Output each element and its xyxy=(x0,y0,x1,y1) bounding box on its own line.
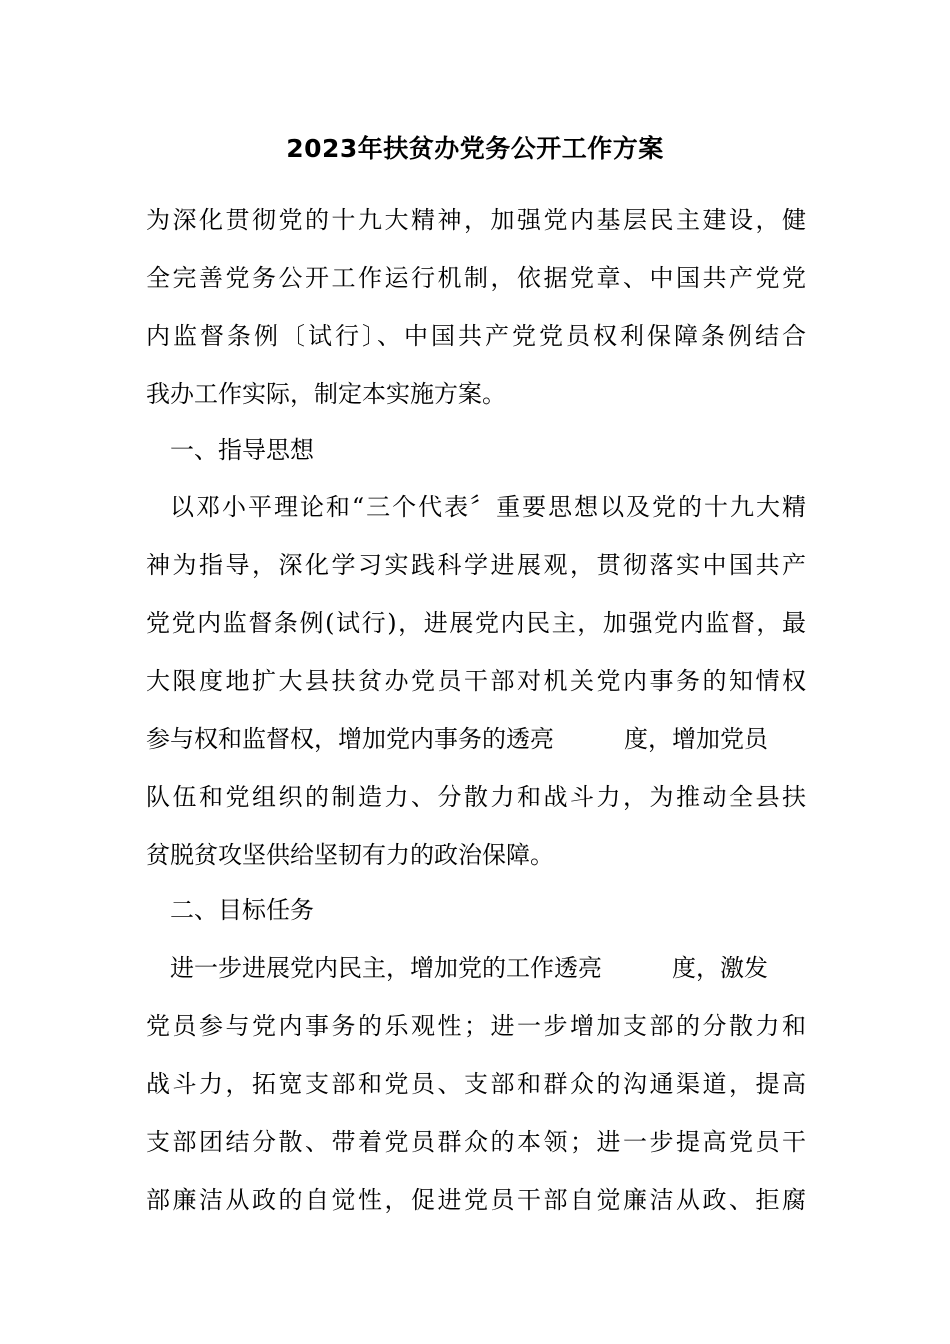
line-part: 参与权和监督权，增加党内事务的透亮 xyxy=(146,725,554,753)
paragraph-line: 贫脱贫攻坚供给坚韧有力的政治保障。 xyxy=(146,841,554,869)
line-part: 进一步进展党内民主，增加党的工作透亮 xyxy=(170,954,602,982)
paragraph-line: 为深化贯彻党的十九大精神，加强党内基层民主建设，健 xyxy=(146,206,806,234)
paragraph-line: 支部团结分散、带着党员群众的本领；进一步提高党员干 xyxy=(146,1128,806,1156)
paragraph-line: 我办工作实际，制定本实施方案。 xyxy=(146,380,506,408)
paragraph-line: 队伍和党组织的制造力、分散力和战斗力，为推动全县扶 xyxy=(146,783,806,811)
section-heading: 二、目标任务 xyxy=(170,896,314,924)
line-part: 度，增加党员 xyxy=(624,725,768,753)
paragraph-line: 内监督条例〔试行〕、中国共产党党员权利保障条例结合 xyxy=(146,322,806,350)
paragraph-line: 神为指导，深化学习实践科学进展观，贯彻落实中国共产 xyxy=(146,551,806,579)
line-part: 度，激发 xyxy=(672,954,768,982)
paragraph-line xyxy=(170,950,806,986)
paragraph-line: 以邓小平理论和“三个代表〞重要思想以及党的十九大精 xyxy=(170,493,806,521)
paragraph-line xyxy=(146,721,806,757)
paragraph-line: 大限度地扩大县扶贫办党员干部对机关党内事务的知情权 xyxy=(146,667,806,695)
document-title: 2023年扶贫办党务公开工作方案 xyxy=(286,134,664,163)
section-heading: 一、指导思想 xyxy=(170,436,314,464)
paragraph-line: 全完善党务公开工作运行机制，依据党章、中国共产党党 xyxy=(146,264,806,292)
paragraph-line: 部廉洁从政的自觉性，促进党员干部自觉廉洁从政、拒腐 xyxy=(146,1186,806,1214)
paragraph-line: 党党内监督条例(试行)，进展党内民主，加强党内监督，最 xyxy=(146,609,806,637)
paragraph-line: 战斗力，拓宽支部和党员、支部和群众的沟通渠道，提高 xyxy=(146,1070,806,1098)
paragraph-line: 党员参与党内事务的乐观性；进一步增加支部的分散力和 xyxy=(146,1012,806,1040)
